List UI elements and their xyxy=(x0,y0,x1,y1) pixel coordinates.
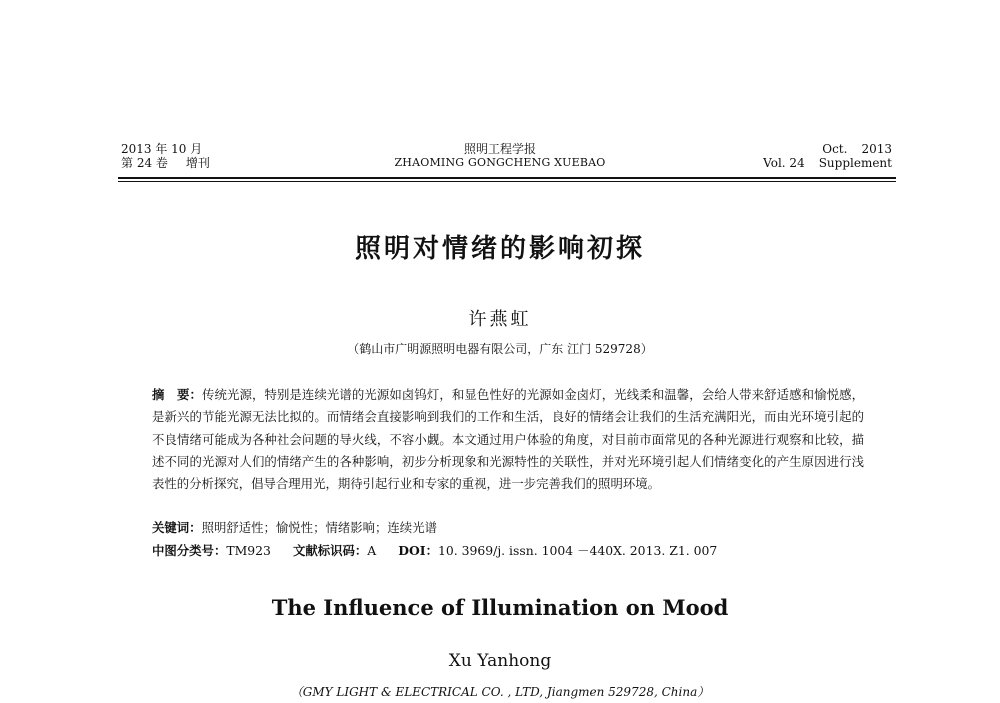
author-affiliation-en: （GMY LIGHT & ELECTRICAL CO. , LTD, Jiangmen 529728, China） xyxy=(290,685,710,699)
class-value: TM923 xyxy=(226,543,271,558)
abstract-cn xyxy=(152,384,864,495)
author-name-en: Xu Yanhong xyxy=(448,651,552,671)
journal-name-cn: 照明工程学报 xyxy=(463,142,536,156)
header-issue-cn: 增刊 xyxy=(185,156,210,170)
header-rule-thick xyxy=(118,177,896,179)
header-vol-en: Vol. 24 xyxy=(763,156,805,170)
author-affiliation-cn: （鹤山市广明源照明电器有限公司，广东 江门 529728） xyxy=(347,342,653,356)
article-title-en: The Influence of Illumination on Mood xyxy=(271,595,729,620)
header-year-en: 2013 xyxy=(861,142,892,156)
header-volume-en xyxy=(763,156,892,170)
header-date-en xyxy=(763,142,892,156)
keywords-label: 关键词： xyxy=(152,520,202,535)
doccode-value: A xyxy=(367,543,377,558)
classification-line xyxy=(152,540,864,562)
doccode-label: 文献标识码： xyxy=(292,543,368,558)
journal-name-en: ZHAOMING GONGCHENG XUEBAO xyxy=(394,156,606,169)
doi-value: 10. 3969/j. issn. 1004 －440X. 2013. Z1. 007 xyxy=(437,543,718,558)
keywords-cn xyxy=(152,517,864,539)
header-rule-thin xyxy=(118,181,896,182)
header-date-cn: 2013 年 10 月 xyxy=(121,142,203,156)
article-title-cn: 照明对情绪的影响初探 xyxy=(354,234,645,264)
doi-label: DOI： xyxy=(398,543,438,558)
abstract-text: 传统光源，特别是连续光谱的光源如卤钨灯，和显色性好的光源如金卤灯，光线柔和温馨，会给人带来舒适感和愉悦感，是新兴的节能光源无法比拟的。而情绪会直接影响到我们的工作和生活，良好的情绪会让我们的生活充满阳光，而由光环境引起的不良情绪可能成为各种社会问题的导火线，不容小觑。本文通过用户体验的角度，对目前市面常见的各种光源进行观察和比较，描述不同的光源对人们的情绪产生的各种影响，初步分析现象和光源特性的关联性，并对光环境引起人们情绪变化的产生原因进行浅表性的分析探究，倡导合理用光，期待引起行业和专家的重视，进一步完善我们的照明环境。 xyxy=(152,387,865,492)
header-vol-cn: 第 24 卷 xyxy=(121,156,168,170)
header-month-en: Oct. xyxy=(822,142,848,156)
keywords-text: 照明舒适性；愉悦性；情绪影响；连续光谱 xyxy=(201,520,437,535)
header-right xyxy=(763,142,892,170)
author-name-cn: 许燕虹 xyxy=(468,309,532,330)
header-issue-en: Supplement xyxy=(818,156,892,170)
class-label: 中图分类号： xyxy=(152,543,227,558)
abstract-label: 摘 要： xyxy=(152,387,202,402)
